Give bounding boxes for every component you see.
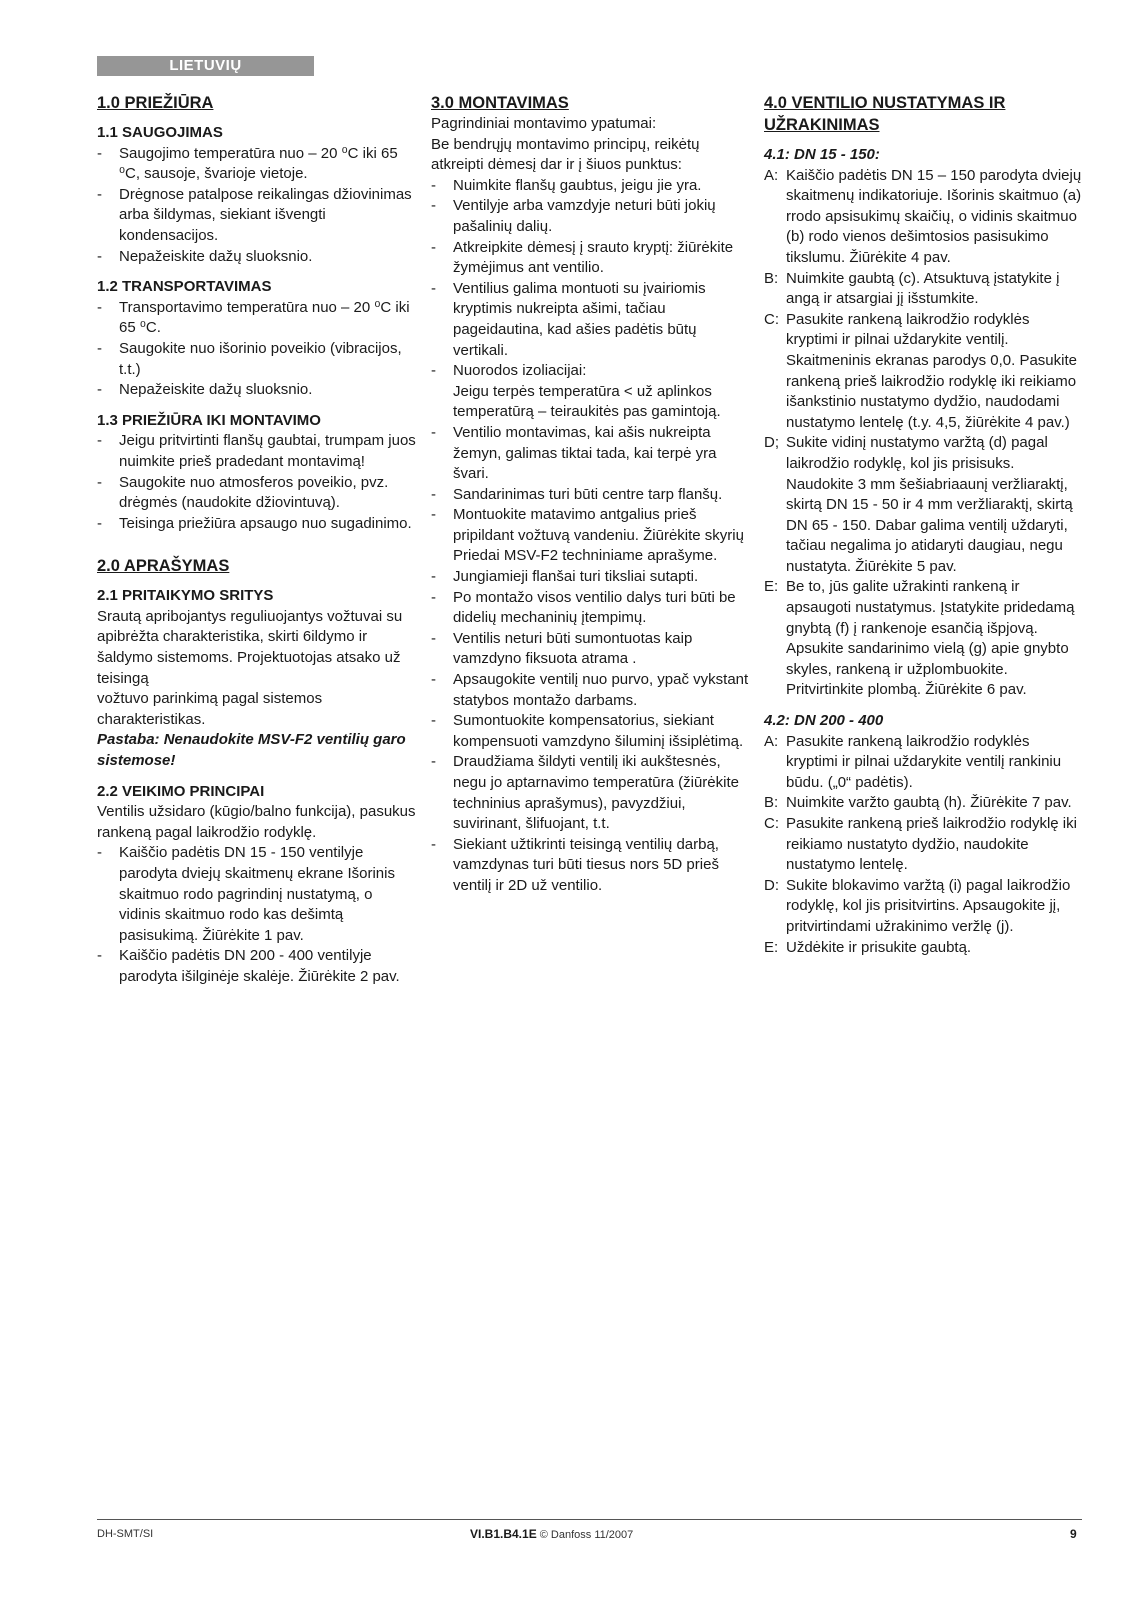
installation-intro-2: Be bendrųjų montavimo principų, reikėtų atkreipti dėmesį dar ir į šiuos punktus:: [431, 135, 700, 174]
list-item: - Nuimkite flanšų gaubtus, jeigu jie yra.: [431, 176, 702, 194]
list-item: - Saugojimo temperatūra nuo – 20 ⁰C iki 65 ⁰C, sausoje, švarioje vietoje.: [97, 144, 398, 183]
footer-department: DH-SMT/SI: [97, 1528, 154, 1540]
section-title-setting-locking: 4.0 VENTILIO NUSTATYMAS IR UŽRAKINIMAS: [764, 94, 1006, 134]
list-item: - Atkreipkite dėmesį į srauto kryptį: žiūrėkite žymėjimus ant ventilio.: [431, 238, 734, 277]
list-item: - Sandarinimas turi būti centre tarp flanšų.: [431, 485, 723, 503]
list-item: - Ventilius galima montuoti su įvairiomis kryptimis nukreipta ašimi, tačiau pageidautina, kad ašies padėtis būtų vertikali.: [431, 279, 706, 359]
list-item: - Nuorodos izoliacijai: Jeigu terpės temperatūra < už aplinkos temperatūrą – teiraukitės pas gamintoją.: [431, 362, 721, 421]
list-item: - Montuokite matavimo antgalius prieš pripildant vožtuvą vandeniu. Žiūrėkite skyrių Priedai MSV-F2 techniniame aprašyme.: [431, 506, 744, 565]
insulation-note: Jeigu terpės temperatūra < už aplinkos temperatūrą – teiraukitės pas gamintoją.: [453, 382, 721, 421]
list-item: A: Pasukite rankeną laikrodžio rodyklės kryptimi ir pilnai uždarykite ventilį rankiniu būdu. („0“ padėtis).: [764, 732, 1062, 791]
list-item: - Jungiamieji flanšai turi tiksliai sutapti.: [431, 568, 699, 586]
list-item: C: Pasukite rankeną laikrodžio rodyklės kryptimi ir pilnai uždarykite ventilį. Skaitmeninis ekranas parodys 0,0. Pasukite rankeną prieš laikrodžio rodyklę iki reikiamo išankstinio nustatymo dydžio, naudodami nustatymo lentelę (t.y. 4,5, žiūrėkite 4 pav.): [764, 310, 1077, 431]
footer-doc-code: VI.B1.B4.1E: [470, 1527, 537, 1541]
subsection-title-storage: 1.1 SAUGOJIMAS: [97, 124, 223, 141]
list-item: - Drėgnose patalpose reikalingas džiovinimas arba šildymas, siekiant išvengti kondensacijos.: [97, 185, 412, 244]
applications-text: Srautą apribojantys reguliuojantys vožtuvai su apibrėžta charakteristika, skirti 6ildymo ir šaldymo sistemoms. Projektuotojas atsako už teisingą: [97, 607, 403, 687]
language-tab: LIETUVIŲ: [97, 56, 314, 76]
list-item: - Transportavimo temperatūra nuo – 20 ⁰C iki 65 ⁰C.: [97, 298, 410, 337]
dn200-400-steps: [764, 732, 1084, 959]
list-item: - Ventilio montavimas, kai ašis nukreipta žemyn, galimas tiktai tada, kai terpė yra švari.: [431, 423, 717, 483]
list-item: E: Be to, jūs galite užrakinti rankeną ir apsaugoti nustatymus. Įstatykite pridedamą gnybtą (f) į rankenoje esančią išpjovą. Apsukite sandarinimo vielą (g) apie gnybto skyles, rankeną ir užplombuokite. Pritvirtinkite plombą. Žiūrėkite 6 pav.: [764, 578, 1075, 699]
storage-list: [97, 144, 417, 268]
subsection-title-transport: 1.2 TRANSPORTAVIMAS: [97, 278, 272, 296]
list-item: - Nepažeiskite dažų sluoksnio.: [97, 381, 313, 399]
section-title-maintenance: 1.0 PRIEŽIŪRA: [97, 94, 214, 112]
operation-list: [97, 843, 417, 987]
column-maintenance: [97, 92, 417, 988]
page-number: 9: [1070, 1527, 1077, 1541]
applications-text-2: vožtuvo parinkimą pagal sistemos charakteristikas.: [97, 690, 323, 728]
list-item: - Teisinga priežiūra apsaugo nuo sugadinimo.: [97, 514, 412, 532]
footer-doc-info: [470, 1527, 633, 1541]
list-item: - Ventilis neturi būti sumontuotas kaip vamzdyno fiksuota atrama .: [431, 629, 693, 668]
steam-warning: Pastaba: Nenaudokite MSV-F2 ventilių garo sistemose!: [97, 731, 406, 770]
operation-text: Ventilis užsidaro (kūgio/balno funkcija), pasukus rankeną pagal laikrodžio rodyklę.: [97, 803, 416, 841]
section-title-installation: 3.0 MONTAVIMAS: [431, 94, 569, 112]
installation-intro: Pagrindiniai montavimo ypatumai:: [431, 115, 657, 132]
footer-divider: [97, 1519, 1082, 1520]
list-item: - Nepažeiskite dažų sluoksnio.: [97, 247, 313, 265]
list-item: - Kaiščio padėtis DN 200 - 400 ventilyje parodyta išilginėje skalėje. Žiūrėkite 2 pav.: [97, 947, 400, 985]
list-item: E: Uždėkite ir prisukite gaubtą.: [764, 938, 972, 956]
list-item: C: Pasukite rankeną prieš laikrodžio rodyklę iki reikiamo nustatyto dydžio, naudokite nustatymo lentelę.: [764, 815, 1077, 874]
column-setting-locking: [764, 92, 1084, 958]
list-item: - Apsaugokite ventilį nuo purvo, ypač vykstant statybos montažo darbams.: [431, 671, 749, 709]
transport-list: [97, 298, 417, 401]
dn15-150-steps: [764, 166, 1084, 701]
list-item: - Saugokite nuo išorinio poveikio (vibracijos, t.t.): [97, 339, 402, 378]
subsection-title-dn15-150: 4.1: DN 15 - 150:: [764, 146, 880, 163]
pre-install-list: [97, 431, 417, 534]
list-item: - Kaiščio padėtis DN 15 - 150 ventilyje parodyta dviejų skaitmenų ekrane Išorinis skaitmuo rodo pagrindinį nustatymą, o vidinis skaitmuo rodo kas dešimtą pasisukimą. Žiūrėkite 1 pav.: [97, 844, 395, 944]
list-item: D; Sukite vidinį nustatymo varžtą (d) pagal laikrodžio rodyklę, kol jis prisisuks. Naudokite 3 mm šešiabriaaunį veržliaraktį, skirtą DN 15 - 50 ir 4 mm veržliaraktį, skirtą DN 65 - 150. Dabar galima ventilį uždaryti, tačiau negalima jo atidaryti daugiau, negu nustatyta. Žiūrėkite 5 pav.: [764, 434, 1073, 575]
list-item: B: Nuimkite gaubtą (c). Atsuktuvą įstatykite į angą ir atsargiai jį išstumkite.: [764, 269, 1060, 308]
subsection-title-operation: 2.2 VEIKIMO PRINCIPAI: [97, 782, 265, 800]
list-item: B: Nuimkite varžto gaubtą (h). Žiūrėkite 7 pav.: [764, 794, 1072, 812]
list-item: - Sumontuokite kompensatorius, siekiant kompensuoti vamzdyno šiluminį išsiplėtimą.: [431, 712, 744, 750]
subsection-title-pre-install: 1.3 PRIEŽIŪRA IKI MONTAVIMO: [97, 411, 321, 429]
footer-copyright: © Danfoss 11/2007: [539, 1529, 634, 1541]
list-item: - Ventilyje arba vamzdyje neturi būti jokių pašalinių dalių.: [431, 197, 716, 235]
list-item: - Siekiant užtikrinti teisingą ventilių darbą, vamzdynas turi būti tiesus nors 5D prieš ventilį ir 2D už ventilio.: [431, 835, 719, 894]
list-item: - Po montažo visos ventilio dalys turi būti be didelių mechaninių įtempimų.: [431, 588, 736, 627]
column-installation: [431, 92, 751, 897]
subsection-title-applications: 2.1 PRITAIKYMO SRITYS: [97, 587, 274, 605]
subsection-title-dn200-400: 4.2: DN 200 - 400: [764, 712, 884, 730]
list-item: - Draudžiama šildyti ventilį iki aukštesnės, negu jo aptarnavimo temperatūra (žiūrėkite techninius aprašymus), pavyzdžiui, suvirinant, šlifuojant, t.t.: [431, 753, 739, 833]
list-item: D: Sukite blokavimo varžtą (i) pagal laikrodžio rodyklę, kol jis prisitvirtins. Apsaugokite jį, pritvirtindami užrakinimo veržlę (j).: [764, 876, 1071, 935]
list-item: - Saugokite nuo atmosferos poveikio, pvz. drėgmės (naudokite džiovintuvą).: [97, 473, 389, 512]
installation-list: [431, 176, 751, 897]
section-title-description: 2.0 APRAŠYMAS: [97, 557, 230, 576]
list-item: A: Kaiščio padėtis DN 15 – 150 parodyta dviejų skaitmenų indikatoriuje. Išorinis skaitmuo (a) rrodo apsisukimų skaičių, o vidinis skaitmuo (b) rodo vienos dešimtosios pasisukimo tikslumu. Žiūrėkite 4 pav.: [764, 166, 1082, 266]
list-item: - Jeigu pritvirtinti flanšų gaubtai, trumpam juos nuimkite prieš pradedant montavimą!: [97, 432, 416, 470]
